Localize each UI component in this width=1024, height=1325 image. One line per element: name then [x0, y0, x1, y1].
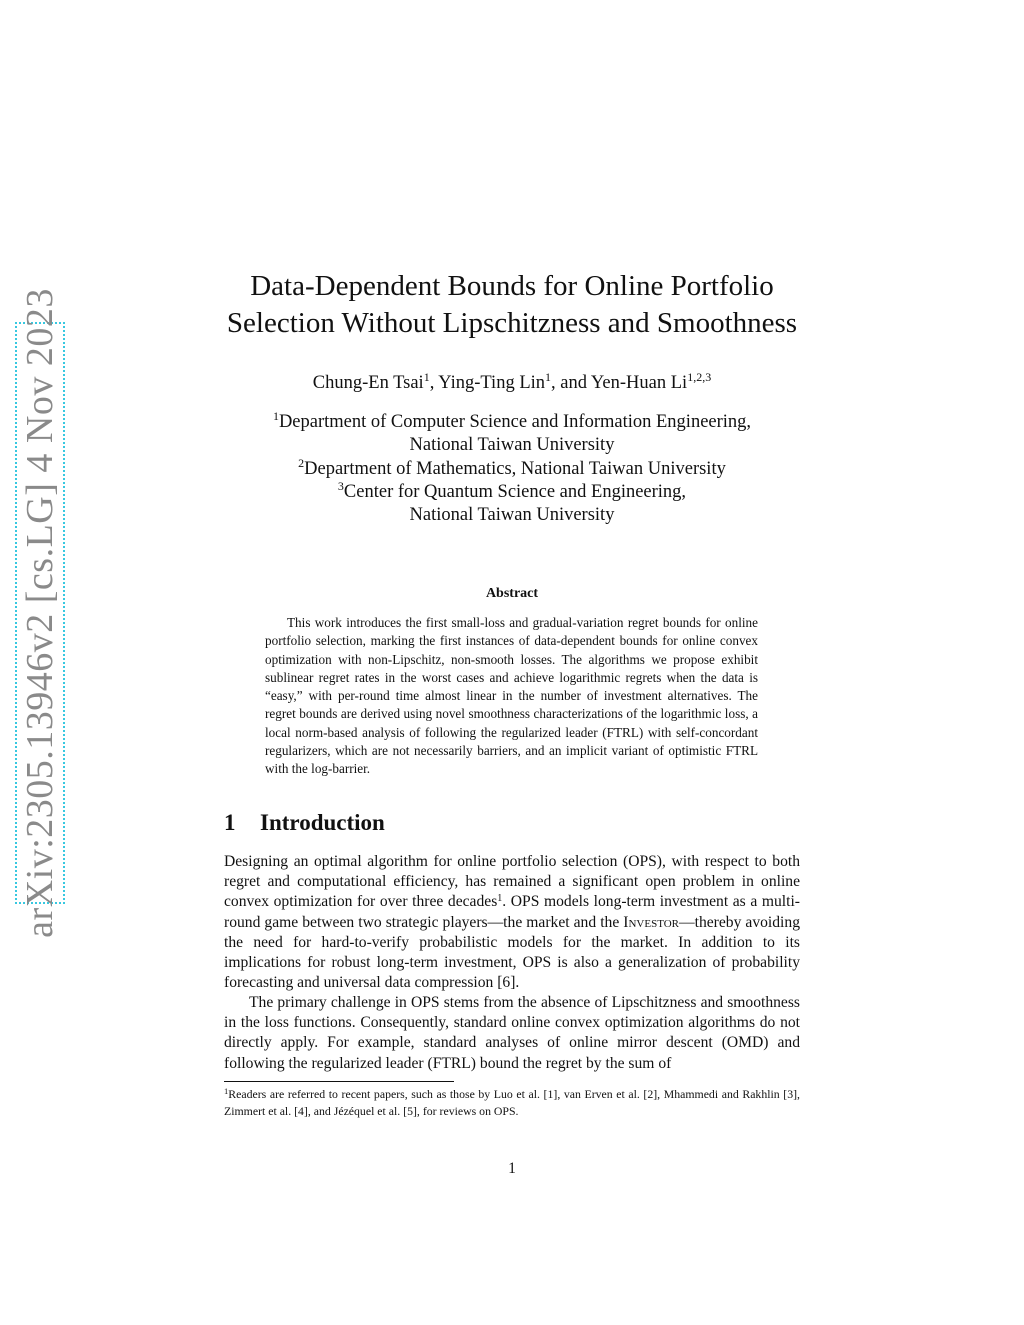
author-affil-mark: 1,2,3 — [687, 370, 712, 384]
footnote-ref[interactable]: 1 — [497, 893, 503, 905]
author-list — [0, 370, 1024, 396]
author-name: Chung-En Tsai — [312, 373, 424, 393]
intro-text: . OPS models long-term investment as a multi-round game between two strategic players—the market and the — [224, 893, 800, 931]
footnote — [224, 1086, 800, 1119]
intro-paragraph-2: The primary challenge in OPS stems from the absence of Lipschitzness and smoothness in the loss functions. Consequently, standard online convex optimization algorithms do not directly apply. For example, standard analyses of online mirror descent (OMD) and following the regularized leader (FTRL) bound the regret by the sum of — [224, 994, 800, 1072]
affil-mark: 3 — [337, 478, 344, 493]
title-line-2: Selection Without Lipschitzness and Smoothness — [226, 307, 798, 339]
author-separator: , — [429, 373, 439, 393]
arxiv-identifier: arXiv:2305.13946v2 [cs.LG] 4 Nov 2023 — [19, 288, 61, 938]
author-affil-mark: 1 — [545, 370, 552, 384]
affiliation-1 — [0, 411, 1024, 434]
affiliation-3 — [0, 478, 1024, 504]
author-affil-mark: 1 — [423, 370, 430, 384]
affiliation-3-cont: National Taiwan University — [409, 505, 615, 526]
intro-text: —thereby avoiding the need for hard-to-verify probabilistic models for the market. In addition to its implications for robust long-term investment, OPS is also a generalization of probability forecasting and universal data compression [6]. — [224, 913, 800, 992]
footnote-mark: 1 — [224, 1086, 229, 1096]
affil-text: Center for Quantum Science and Engineering, — [343, 481, 687, 502]
investor-term: Investor — [623, 913, 680, 931]
affil-text: Department of Mathematics, National Taiwan University — [304, 458, 726, 479]
arxiv-stamp — [15, 288, 65, 938]
intro-text: Designing an optimal algorithm for online portfolio selection (OPS), with respect to both regret and computational efficiency, has remained a significant open problem in online convex optimization for over three decades — [224, 853, 800, 911]
paper-title — [0, 268, 1024, 342]
abstract-text: This work introduces the first small-loss and gradual-variation regret bounds for online portfolio selection, marking the first instances of data-dependent bounds for online convex optimization with non-Lipschitz, non-smooth losses. The algorithms we propose exhibit sublinear regret rates in the worst cases and achieve logarithmic regrets when the data is “easy,” with per-round time almost linear in the number of investment alternatives. The regret bounds are derived using novel smoothness characterizations of the logarithmic loss, a local norm-based analysis of following the regularized leader (FTRL) with self-concordant regularizers, which are not necessarily barriers, and an implicit variant of optimistic FTRL with the log-barrier. — [265, 615, 758, 777]
affil-mark: 2 — [298, 455, 305, 470]
affil-mark: 1 — [272, 409, 279, 423]
affil-text: Department of Computer Science and Information Engineering, — [278, 412, 752, 432]
page-number: 1 — [508, 1160, 516, 1177]
footnote-text: Readers are referred to recent papers, such as those by Luo et al. [1], van Erven et al. [2], Mhammedi and Rakhlin [3], Zimmert et al. [4], and Jézéquel et al. [5], for reviews on OPS. — [224, 1087, 800, 1118]
section-number: 1 — [224, 810, 236, 835]
section-title: Introduction — [260, 810, 385, 835]
affiliation-list — [0, 411, 1024, 527]
affiliation-2 — [0, 455, 1024, 481]
author-name: Ying-Ting Lin — [438, 373, 546, 393]
author-separator: , and — [551, 373, 591, 393]
section-heading — [224, 810, 385, 836]
abstract-heading: Abstract — [485, 586, 539, 601]
title-line-1: Data-Dependent Bounds for Online Portfolio — [250, 270, 774, 302]
affiliation-1-cont: National Taiwan University — [409, 435, 615, 456]
intro-paragraph-1 — [224, 852, 800, 993]
author-name: Yen-Huan Li — [590, 373, 688, 393]
footnote-divider — [224, 1081, 454, 1082]
